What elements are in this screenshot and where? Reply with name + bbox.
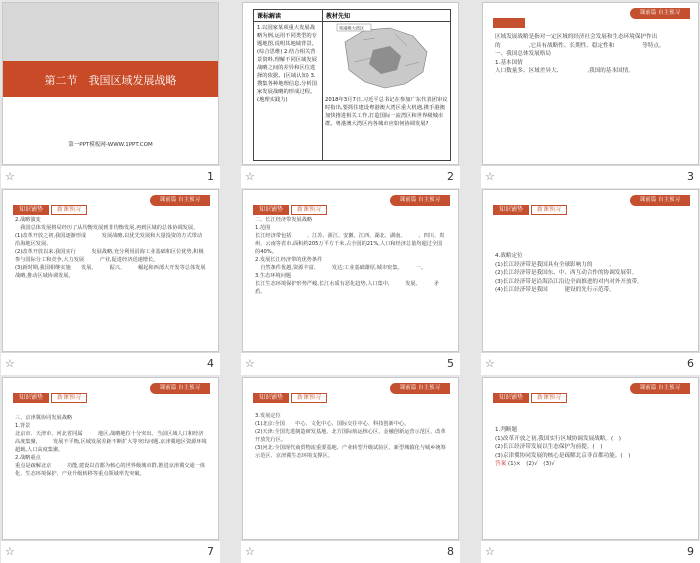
- star-icon[interactable]: ☆: [245, 170, 255, 183]
- tag-bar: [493, 196, 569, 213]
- tag-bar: [493, 384, 569, 401]
- tag-knowledge: 知识铺垫: [493, 205, 529, 215]
- slide-body: [495, 33, 685, 76]
- text-line: (2)长江经济带是我国东、中、西互动合作的协调发展带。: [495, 270, 638, 277]
- slide-canvas: [482, 2, 699, 165]
- slide-thumb-2[interactable]: [241, 1, 460, 186]
- slide-thumb-8[interactable]: [241, 376, 460, 561]
- tag-knowledge: 知识铺垫: [493, 393, 529, 403]
- tag-bar: [13, 384, 89, 401]
- slide-thumb-6[interactable]: [481, 188, 700, 373]
- text-line: 长江生态环境保护形势严峻,长江水质有恶化趋势,人口集中, 发展、 矛盾。: [255, 281, 439, 295]
- text-line: 3.发展定位: [255, 413, 281, 419]
- text-line: 长江经济带包括 、江苏、浙江、安徽、江西、湖北、湖南、 、四川、贵州、云南等省市,面积约205万平方千米,占全国的21%,人口和经济总量均超过全国的40%。: [255, 233, 445, 255]
- answer-text: (1)× (2)√ (3)√: [507, 461, 555, 468]
- text-line: 自然条件优越,资源丰富、 发达;工业基础雄厚,城市密集、 一。: [255, 265, 427, 271]
- slide-number: 1: [207, 170, 214, 183]
- slide-thumb-7[interactable]: [1, 376, 220, 561]
- text-line: 北京市、天津市、河北省同属 地区,战略地位十分突出。当前区域人口和经济高度集聚, 发展不平衡,区域发展差距不断扩大等突出问题,京津冀地区资源环境超载,人口高度集聚。: [15, 431, 207, 453]
- slide-body: [255, 216, 447, 296]
- tag-bar: [13, 196, 89, 213]
- bay-area-map: [335, 22, 435, 94]
- text-line: 重点是疏解北京 功能,建设以首都为核心的世界级城市群,推进京津冀交通一体化、生态环境保护、产业升级转移等重点领域率先突破。: [15, 463, 206, 477]
- slide-number: 3: [687, 170, 694, 183]
- text-line: 4.战略定位: [495, 253, 523, 259]
- star-icon[interactable]: ☆: [245, 357, 255, 370]
- slide-number: 9: [687, 545, 694, 558]
- intro-table: [253, 9, 451, 161]
- slide-thumb-3[interactable]: [481, 1, 700, 186]
- text-line: (2)改革开放以来,我国实行 发展战略,充分利用沿海工业基础和区位优势,积极参与国际分工和竞争,大力发展 产业,促进经济迅速增长。: [15, 249, 204, 263]
- text-line: 区域发展战略是指对一定区域的经济社会发展和生态环境保护作出的 ,它具有战略性、长期性、稳定性和 等特点。: [495, 34, 665, 49]
- text-line: 1.范围: [255, 225, 271, 231]
- tag-bar: [253, 384, 329, 401]
- text-line: 人口数量多、区域差异大、 ,我国的基本国情。: [495, 68, 634, 75]
- slide-number: 5: [447, 357, 454, 370]
- tag-preview: 新课预习: [51, 393, 87, 403]
- tag-knowledge: 知识铺垫: [13, 393, 49, 403]
- section-header: 课前篇 自主预习: [390, 195, 450, 206]
- tag-preview: 新课预习: [291, 205, 327, 215]
- slide-bar: [241, 165, 460, 188]
- star-icon[interactable]: ☆: [5, 170, 15, 183]
- slide-bar: [1, 540, 220, 563]
- tag-knowledge: 知识铺垫: [253, 205, 289, 215]
- text-line: 1.背景: [15, 423, 31, 429]
- slide-canvas: [482, 377, 699, 540]
- slide-thumb-4[interactable]: [1, 188, 220, 373]
- slide-number: 7: [207, 545, 214, 558]
- slide-canvas: [242, 377, 459, 540]
- text-line: 三、京津冀协同发展战略: [15, 415, 73, 421]
- slide-number: 2: [447, 170, 454, 183]
- answer-label: 答案: [495, 461, 507, 468]
- slide-footer: 第一PPT模板网-WWW.1PPT.COM: [68, 142, 153, 148]
- text-line: (1)改革开放之初,我国实行区域协调发展战略。( ): [495, 435, 621, 442]
- text-line: (3)新时期,我国相继实施 发展、 振兴、 崛起和西部大开发等总体发展战略,推动区域协调发展。: [15, 265, 206, 279]
- slide-number: 4: [207, 357, 214, 370]
- text-line: 3.生态环境问题: [255, 273, 292, 279]
- section-header: 课前篇 自主预习: [630, 8, 690, 19]
- tag-preview: 新课预习: [51, 205, 87, 215]
- slide-canvas: [2, 377, 219, 540]
- tag-preview: 新课预习: [531, 393, 567, 403]
- slide-body: [255, 412, 447, 460]
- slide-bar: [481, 352, 700, 375]
- star-icon[interactable]: ☆: [485, 545, 495, 558]
- slide-title: 第二节 我国区域发展战略: [44, 74, 177, 87]
- text-line: (2)长江经济带发展以生态保护为前提。( ): [495, 444, 603, 451]
- text-line: (4)长江经济带是我国 建设的先行示范带。: [495, 287, 615, 294]
- text-line: (1)北京:全国 中心、文化中心、国际交往中心、科技创新中心。: [255, 421, 410, 427]
- slide-body: [495, 252, 687, 295]
- text-line: 2.战略重点: [15, 455, 41, 461]
- section-header: 课前篇 自主预习: [150, 383, 210, 394]
- slide-body: [495, 426, 687, 469]
- slide-number: 8: [447, 545, 454, 558]
- text-line: 1.判断题: [495, 427, 518, 433]
- text-line: 2.战略演变: [15, 217, 41, 223]
- slide-canvas: [2, 189, 219, 352]
- tag-bar: [253, 196, 329, 213]
- text-line: (1)长江经济带是我国具有全球影响力的 。: [495, 261, 615, 268]
- slide-body: [15, 414, 207, 478]
- col-preview-head: 教材先知: [323, 10, 450, 22]
- star-icon[interactable]: ☆: [245, 545, 255, 558]
- section-header: 课前篇 自主预习: [630, 195, 690, 206]
- map-label: 粤港澳大湾区: [339, 25, 365, 31]
- text-line: (3)京津冀协同发展的核心是疏解北京非首都功能。( ): [495, 452, 631, 459]
- slide-body: [15, 216, 207, 280]
- section-header: 课前篇 自主预习: [630, 383, 690, 394]
- text-line: 1.基本国情: [495, 59, 523, 66]
- slide-bar: [1, 352, 220, 375]
- tag-bar: [493, 9, 527, 19]
- tag-knowledge: 知识铺垫: [253, 393, 289, 403]
- tag-preview: 新课预习: [291, 393, 327, 403]
- col-standards-text: 1.以国家某项重大发展战略为例,运用不同类型的专题地图,说明其地域背景。(综合思维) 2.结合相关背景资料,理解不同区域发展战略之间的差异和区位选择的依据。(区域认知) 3.搜集各种地理信息,分析国家发展战略的形成过程。(地理实践力): [257, 25, 317, 103]
- tag-knowledge: 知识铺垫: [13, 205, 49, 215]
- section-header: 课前篇 自主预习: [150, 195, 210, 206]
- slide-bar: [241, 540, 460, 563]
- star-icon[interactable]: ☆: [485, 170, 495, 183]
- slide-canvas: [242, 2, 459, 165]
- col-standards: [254, 10, 323, 160]
- star-icon[interactable]: ☆: [5, 545, 15, 558]
- title-bg-band: [3, 3, 218, 61]
- star-icon[interactable]: ☆: [485, 357, 495, 370]
- tag-preview: 新课预习: [531, 205, 567, 215]
- slide-canvas: [482, 189, 699, 352]
- col-standards-head: 课标解读: [254, 10, 322, 22]
- section-header: 课前篇 自主预习: [390, 383, 450, 394]
- slide-bar: [241, 352, 460, 375]
- slide-number: 6: [687, 357, 694, 370]
- slide-thumb-9[interactable]: [481, 376, 700, 561]
- text-line: (3)河北:全国现代商贸物流重要基地、产业转型升级试验区、新型城镇化与城乡统筹示范区、京津冀生态环境支撑区。: [255, 445, 446, 459]
- tag-new-lesson: [493, 18, 525, 28]
- text-line: (2)天津:全国先进制造研发基地、北方国际航运核心区、金融创新运营示范区、改革开放先行区。: [255, 429, 446, 443]
- title-band: [3, 61, 218, 97]
- col-preview-text: 2018年3月7日,习近平总书记在参加广东代表团审议时指出,要抓住建设粤港澳大湾区重大机遇,携手港澳加快推进相关工作,打造国际一流湾区和世界级城市群。粤港澳大湾区内各城市应如何协调发展?: [325, 97, 448, 127]
- slide-canvas: [2, 2, 219, 165]
- text-line: 一、我国总体发展格局: [495, 51, 551, 58]
- text-line: 2.发展长江经济带的优势条件: [255, 257, 323, 263]
- slide-canvas: [242, 189, 459, 352]
- slide-bar: [481, 540, 700, 563]
- slide-bar: [481, 165, 700, 188]
- slide-thumb-1[interactable]: [1, 1, 220, 186]
- answer-line: [495, 460, 687, 469]
- col-preview: [323, 10, 450, 160]
- text-line: (3)长江经济带是沿海沿江沿边全面推进的对内对外开放带。: [495, 278, 643, 285]
- text-line: 我国总体发展格局经历了从均衡发展到非均衡发展,再到区域的总体协调发展。: [15, 225, 199, 231]
- slide-bar: [1, 165, 220, 188]
- star-icon[interactable]: ☆: [5, 357, 15, 370]
- text-line: (1)改革开放之初,我国逐渐形成 发展战略,以优先发展和大量投资的方式带动沿海地区发展。: [15, 233, 203, 247]
- slide-thumb-5[interactable]: [241, 188, 460, 373]
- text-line: 二、长江经济带发展战略: [255, 217, 313, 223]
